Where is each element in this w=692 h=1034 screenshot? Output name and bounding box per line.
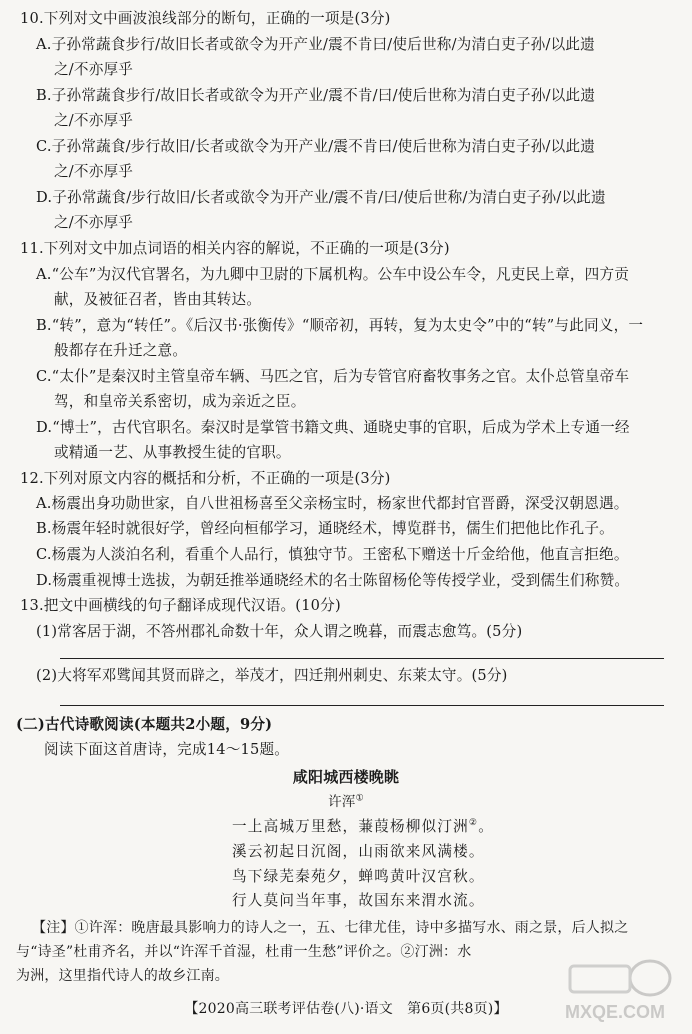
- q11-option-a-cont: 献，及被征召者，皆由其转达。: [54, 291, 262, 308]
- q10-option-c: C.子孙常蔬食/步行故旧/长者或欲令为开产业/震不肯曰/使后世称为清白吏子孙/以此遗: [36, 138, 596, 155]
- q11-option-c: C.“太仆”是秦汉时主管皇帝车辆、马匹之官，后为专管官府畜牧事务之官。太仆总管皇帝车: [36, 368, 630, 385]
- footnote-mark-1: ①: [355, 793, 364, 804]
- q13-sentence-1: (1)常客居于湖，不答州郡礼命数十年，众人谓之晚暮，而震志愈笃。(5分): [36, 623, 523, 640]
- q10-option-d: D.子孙常蔬食/步行故旧/长者或欲令为开产业/震不肯/曰/使后世称/为清白吏子孙/以此遗: [36, 189, 606, 206]
- poem-author-name: 许浑: [328, 794, 356, 810]
- q11-option-d-cont: 或精通一艺、从事教授生徒的官职。: [54, 444, 291, 461]
- q10-option-a: A.子孙常蔬食步行/故旧长者或欲令为开产业/震不肯曰/使后世称/为清白吏子孙/以此遗: [36, 36, 595, 53]
- watermark-logo: [550, 956, 680, 1026]
- note-line-1: 【注】①许浑：晚唐最具影响力的诗人之一，五、七律尤佳，诗中多描写水、雨之景，后人拟之: [32, 920, 629, 936]
- q12-option-c: C.杨震为人淡泊名利，看重个人品行，慎独守节。王密私下赠送十斤金给他，他直言拒绝。: [36, 546, 629, 563]
- q10-option-b: B.子孙常蔬食步行/故旧长者或欲令为开产业/震不肯/曰/使后世称为清白吏子孙/以此遗: [36, 87, 596, 104]
- q12-option-d: D.杨震重视博士选拔，为朝廷推举通晓经术的名士陈留杨伦等传授学业，受到儒生们称赞。: [36, 572, 630, 589]
- q13-stem: 13.把文中画横线的句子翻译成现代汉语。(10分): [20, 597, 341, 614]
- poem-line-1: [232, 817, 494, 837]
- q10-option-a-cont: 之/不亦厚乎: [54, 61, 134, 78]
- q10-option-c-cont: 之/不亦厚乎: [54, 163, 134, 180]
- q12-option-b: B.杨震年轻时就很好学，曾经向桓郁学习，通晓经术，博览群书，儒生们把他比作孔子。: [36, 520, 614, 537]
- poem-line-2: 溪云初起日沉阁，山雨欲来风满楼。: [232, 843, 485, 860]
- q11-option-b-cont: 般都存在升迁之意。: [54, 342, 188, 359]
- q11-option-d: D.“博士”，古代官职名。秦汉时是掌管书籍文典、通晓史事的官职，后成为学术上专通一经: [36, 419, 630, 436]
- q11-stem: 11.下列对文中加点词语的相关内容的解说，不正确的一项是(3分): [20, 240, 450, 257]
- q10-option-b-cont: 之/不亦厚乎: [54, 112, 134, 129]
- watermark-text: MXQE.COM: [564, 1002, 666, 1022]
- section-intro: 阅读下面这首唐诗，完成14～15题。: [44, 741, 290, 758]
- note-line-3: 为洲，这里指代诗人的故乡江南。: [16, 968, 229, 984]
- q10-option-d-cont: 之/不亦厚乎: [54, 214, 134, 231]
- q12-option-a: A.杨震出身功勋世家，自八世祖杨喜至父亲杨宝时，杨家世代都封官晋爵，深受汉朝恩遇。: [36, 495, 629, 512]
- poem-line-4: 行人莫问当年事，故国东来渭水流。: [232, 892, 485, 909]
- q13-sentence-2: (2)大将军邓骘闻其贤而辟之，举茂才，四迁荆州刺史、东莱太守。(5分): [36, 667, 508, 684]
- q11-option-c-cont: 驾，和皇帝关系密切，成为亲近之臣。: [54, 393, 306, 410]
- section-heading: (二)古代诗歌阅读(本题共2小题，9分): [16, 716, 273, 733]
- answer-line-1: [60, 658, 664, 659]
- q10-stem: 10.下列对文中画波浪线部分的断句，正确的一项是(3分): [20, 10, 391, 27]
- q11-option-a: A.“公车”为汉代官署名，为九卿中卫尉的下属机构。公车中设公车令，凡吏民上章，四方贡: [36, 266, 630, 283]
- poem-line-1-end: 。: [478, 818, 494, 835]
- poem-line-1-text: 一上高城万里愁，蒹葭杨柳似汀洲: [232, 818, 469, 835]
- poem-title: 咸阳城西楼晚眺: [292, 768, 400, 786]
- q11-option-b: B.“转”，意为“转任”。《后汉书·张衡传》“顺帝初，再转，复为太史令”中的“转”与此同义，一: [36, 317, 644, 334]
- footnote-mark-2: ②: [468, 818, 479, 829]
- poem-line-3: 鸟下绿芜秦苑夕，蝉鸣黄叶汉宫秋。: [232, 868, 485, 885]
- q12-stem: 12.下列对原文内容的概括和分析，不正确的一项是(3分): [20, 470, 391, 487]
- note-line-2: 与“诗圣”杜甫齐名，并以“许浑千首湿，杜甫一生愁”评价之。②汀洲：水: [16, 944, 472, 960]
- poem-author: [0, 792, 692, 812]
- answer-line-2: [60, 705, 664, 706]
- page-footer: 【2020高三联考评估卷(八)·语文 第6页(共8页)】: [184, 1001, 508, 1017]
